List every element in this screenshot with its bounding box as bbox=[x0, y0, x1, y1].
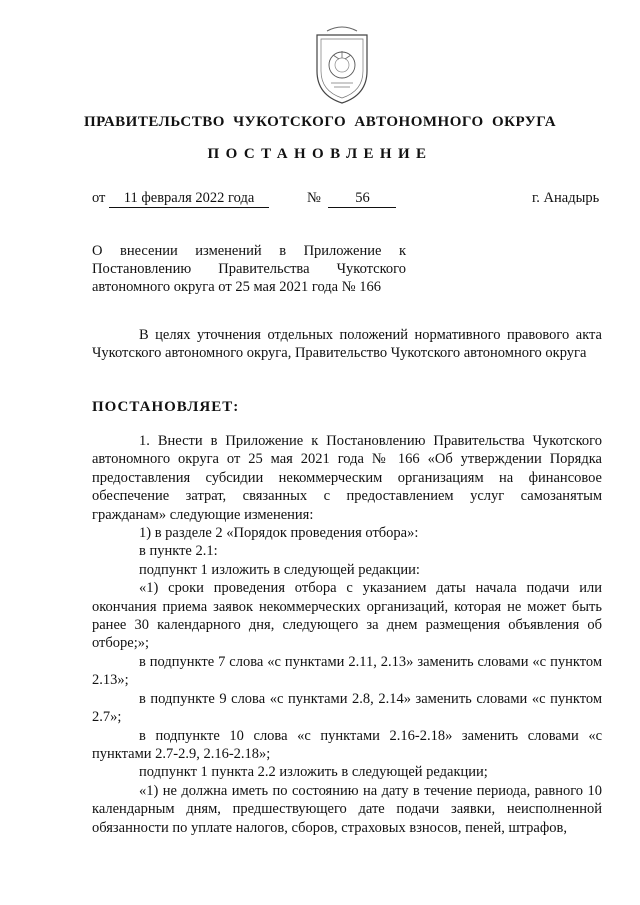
list-line-point-2-1: в пункте 2.1: bbox=[139, 543, 218, 560]
paragraph-subpoint-7: в подпункте 7 слова «с пунктами 2.11, 2.13» заменить словами «с пунктом 2.13»; bbox=[92, 653, 602, 689]
from-label: от bbox=[92, 190, 106, 206]
list-line-section-2: 1) в разделе 2 «Порядок проведения отбора»: bbox=[139, 525, 419, 542]
paragraph-quote-1: «1) сроки проведения отбора с указанием даты начала подачи или окончания приема заявок некоммерческих организаций, которая не может быть ранее 30 календарного дня, следующего за днем размещения объявления об отборе;»; bbox=[92, 580, 602, 652]
resolves-heading: ПОСТАНОВЛЯЕТ: bbox=[92, 399, 240, 415]
paragraph-1: 1. Внести в Приложение к Постановлению Правительства Чукотского автономного округа от 25 мая 2021 года № 166 «Об утверждении Порядка предоставления субсидии некоммерческим организациям на финансовое обеспечение затрат, связанных с предоставлением услуг самозанятым гражданам» следующие изменения: bbox=[92, 433, 602, 523]
document-type-title: ПОСТАНОВЛЕНИЕ bbox=[207, 146, 433, 162]
government-name: ПРАВИТЕЛЬСТВО ЧУКОТСКОГО АВТОНОМНОГО ОКРУГА bbox=[83, 114, 557, 130]
coat-of-arms-emblem bbox=[303, 25, 381, 105]
decree-date: 11 февраля 2022 года bbox=[109, 190, 269, 208]
paragraph-subpoint-9: в подпункте 9 слова «с пунктами 2.8, 2.14» заменить словами «с пунктом 2.7»; bbox=[92, 690, 602, 726]
subject-heading: О внесении изменений в Приложение к Постановлению Правительства Чукотского автономного округа от 25 мая 2021 года № 166 bbox=[92, 243, 406, 295]
number-label: № bbox=[307, 190, 321, 206]
list-line-subpoint-1: подпункт 1 изложить в следующей редакции: bbox=[139, 561, 420, 578]
paragraph-subpoint-10: в подпункте 10 слова «с пунктами 2.16-2.18» заменить словами «с пунктами 2.7-2.9, 2.16-2.18»; bbox=[92, 727, 602, 762]
list-line-point-2-2: подпункт 1 пункта 2.2 изложить в следующей редакции; bbox=[139, 764, 488, 781]
preamble-paragraph: В целях уточнения отдельных положений нормативного правового акта Чукотского автономного округа, Правительство Чукотского автономного округа bbox=[92, 327, 602, 362]
number-line bbox=[307, 190, 396, 208]
paragraph-quote-2: «1) не должна иметь по состоянию на дату в течение периода, равного 10 календарным дням, предшествующего дате подачи заявки, неисполненной обязанности по уплате налогов, сборов, страховых взносов, пеней, штрафов, bbox=[92, 782, 602, 836]
city: г. Анадырь bbox=[532, 190, 600, 206]
decree-body bbox=[92, 432, 602, 837]
decree-number: 56 bbox=[328, 190, 396, 208]
date-line bbox=[92, 190, 269, 208]
